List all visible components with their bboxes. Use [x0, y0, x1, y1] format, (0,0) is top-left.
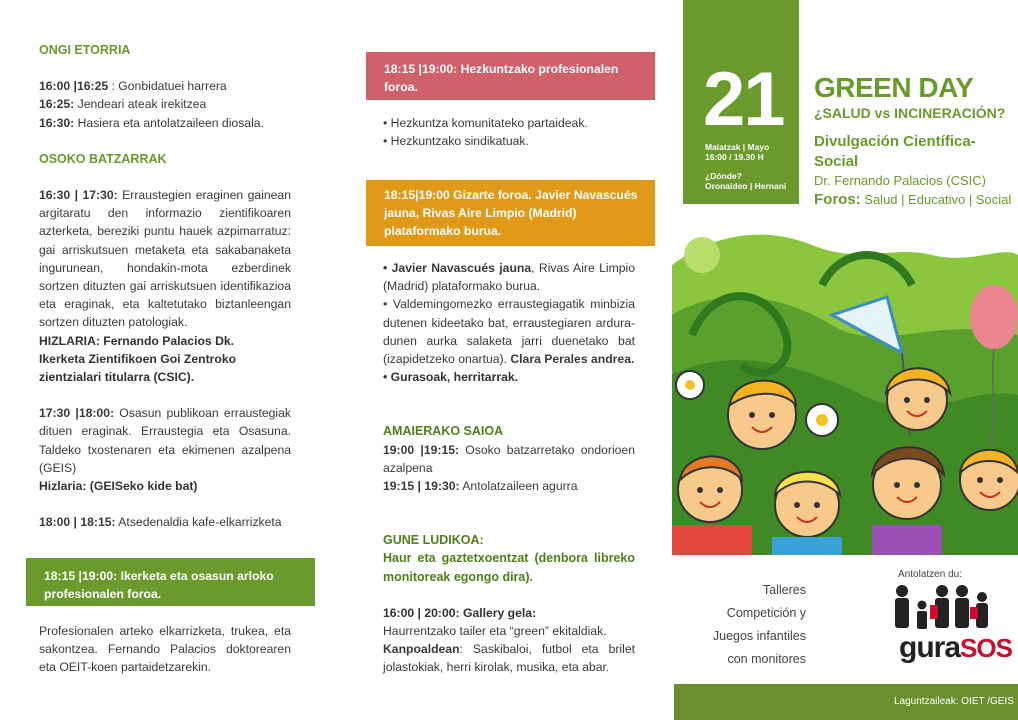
schedule-line: 18:00 | 18:15: Atsedenaldia kafe-elkarrizketa: [39, 515, 282, 530]
list-item: • Valdemingomezko erraustegiagatik minbizia dutenen kideetako bat, erraustegiaren arduradunen aurka salaketa jarri duenetako bat (izapidetzeko onartua). Clara Perales andrea.: [383, 297, 635, 367]
speaker-line: Hizlaria: (GEISeko kide bat): [39, 479, 198, 494]
sponsors-footer: [674, 684, 1018, 720]
forum-bar-education: 18:15 |19:00: Hezkuntzako profesionalen foroa.: [366, 52, 655, 100]
schedule-line: 16:00 |16:25 : Gonbidatuei harrera: [39, 79, 227, 94]
gurasos-logo-text: guraSOS: [899, 631, 1012, 664]
event-where-label: ¿Dónde?: [705, 171, 742, 181]
event-speaker: Dr. Fernando Palacios (CSIC): [814, 173, 986, 188]
schedule-line: 19:00 |19:15: Osoko batzarretako ondorioen azalpena: [383, 442, 635, 475]
schedule-line: 16:25: Jendeari ateak irekitzea: [39, 97, 207, 112]
event-title: GREEN DAY: [814, 72, 974, 103]
section-heading-closing: AMAIERAKO SAIOA: [383, 424, 504, 439]
schedule-line: 19:15 | 19:30: Antolatzaileen agurra: [383, 479, 578, 494]
sponsors-text: Laguntzaileak: OIET /GEIS: [894, 696, 1014, 707]
date-box: [683, 0, 799, 204]
list-item: • Javier Navascués jauna, Rivas Aire Limpio (Madrid) plataformako burua.: [383, 261, 635, 294]
play-area-note: Haur eta gaztetxoentzat (denbora libreko monitoreak egongo dira).: [383, 551, 635, 584]
column-left: [39, 41, 291, 531]
event-month: Maiatzak | Mayo: [705, 142, 770, 152]
forum-bar-social: 18:15|19:00 Gizarte foroa. Javier Navascués jauna, Rivas Aire Limpio (Madrid) plataformako burua.: [366, 180, 655, 246]
speaker-line: HIZLARIA: Fernando Palacios Dk.: [39, 333, 235, 348]
event-forums: Foros: Salud | Educativo | Social: [814, 191, 1012, 208]
column-middle: [383, 259, 635, 677]
forum-research-desc: [39, 622, 291, 677]
event-day: 21: [703, 57, 784, 142]
activity-item: Talleres: [762, 583, 806, 597]
paragraph: 16:30 | 17:30: Erraustegien eraginen gainean argitaratu den informazio zientifikoaren azterketa, bereziki puntu hauek azpimarratuz: gai arriskutsuen metaketa eta sakabanaketa ingurunean, hondakin-mota ezberdinek sortzen dituzten gai arriskutsuen identifikazioa eta eraginak, eta kaltetutako biztanleengan sortzen dituzten patologiak.: [39, 188, 291, 330]
schedule-line: Kanpoaldean: Saskibaloi, futbol eta brilet jolastokiak, herri kirolak, musika, eta abar.: [383, 642, 635, 675]
event-title-block: [814, 72, 1018, 210]
activity-item: Juegos infantiles: [712, 629, 806, 643]
speaker-line: Ikerketa Zientifikoen Goi Zentroko: [39, 351, 237, 366]
forum-education-list: [383, 114, 637, 150]
event-tagline: Divulgación Científica-Social: [814, 133, 976, 170]
kids-illustration: [672, 225, 1018, 555]
section-heading-welcome: ONGI ETORRIA: [39, 43, 131, 57]
event-where: Oronaideo | Hernani: [705, 181, 787, 191]
organizer-label: Antolatzen du:: [898, 569, 962, 580]
forum-bar-research: 18:15 |19:00: Ikerketa eta osasun arloko profesionalen foroa.: [26, 558, 315, 606]
speaker-line: zientzialari titularra (CSIC).: [39, 370, 195, 385]
list-item: • Hezkuntza komunitateko partaideak.: [383, 116, 588, 130]
schedule-line: 16:30: Hasiera eta antolatzaileen diosala.: [39, 115, 264, 130]
schedule-line: Haurrentzako tailer eta “green” ekitaldiak.: [383, 624, 607, 639]
event-time: 16:00 / 19.30 H: [705, 152, 764, 162]
list-item: • Hezkuntzako sindikatuak.: [383, 134, 529, 149]
section-heading-play-area: GUNE LUDIKOA:: [383, 533, 484, 548]
paragraph: Profesionalen arteko elkarrizketa, trukea, eta sakontzea. Fernando Palacios doktorearen eta OEIT-koen partaidetzarekin.: [39, 624, 291, 675]
activity-item: con monitores: [727, 652, 806, 666]
list-item: • Gurasoak, herritarrak.: [383, 370, 519, 385]
activity-item: Competición y: [726, 606, 806, 620]
event-subtitle: ¿SALUD vs INCINERACIÓN?: [814, 105, 1006, 121]
activities-list: [710, 579, 806, 671]
paragraph: 17:30 |18:00: Osasun publikoan erraustegiak dituen eraginak. Erraustegia eta Osasuna. Taldeko txostenaren eta ekimenen azalpena (GEIS): [39, 406, 291, 475]
section-heading-plenary: OSOKO BATZARRAK: [39, 151, 167, 166]
schedule-line: 16:00 | 20:00: Gallery gela:: [383, 605, 537, 620]
